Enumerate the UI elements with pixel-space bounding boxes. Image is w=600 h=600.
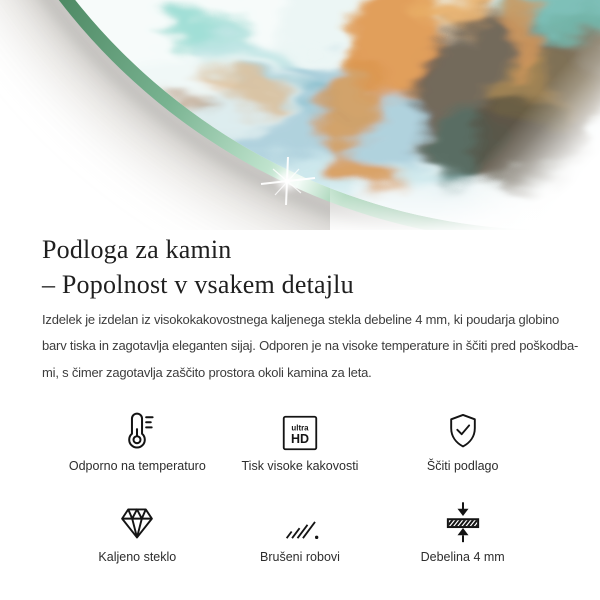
beveled-edges-icon <box>280 498 320 544</box>
diamond-icon <box>116 498 158 544</box>
feature-label: Brušeni robovi <box>260 550 340 565</box>
feature-label: Ščiti podlago <box>426 459 499 474</box>
ultra-hd-icon <box>280 407 320 453</box>
thermometer-icon <box>115 407 159 453</box>
product-text-content <box>0 230 600 565</box>
feature-high-quality-print <box>219 407 382 474</box>
description-line: mi, s čimer zagotavlja zaščito prostora okoli kamina za leta. <box>42 364 372 380</box>
white-fade <box>250 0 600 230</box>
feature-label: Tisk visoke kakovosti <box>241 459 359 474</box>
product-description <box>42 307 579 386</box>
page-title-line2: – Popolnost v vsakem detajlu <box>42 270 354 299</box>
feature-temperature-resistant <box>56 407 219 474</box>
feature-label: Kaljeno steklo <box>98 550 177 565</box>
ultra-hd-badge-top: ultra <box>291 423 309 433</box>
thickness-icon <box>441 498 485 544</box>
ultra-hd-badge-bottom: HD <box>290 432 310 447</box>
feature-label: Odporno na temperaturo <box>68 459 206 474</box>
feature-protects-surface <box>381 407 544 474</box>
feature-grid <box>42 407 558 565</box>
glass-pad-illustration <box>0 0 600 230</box>
page-title <box>42 232 558 302</box>
product-image <box>0 0 600 230</box>
feature-polished-edges <box>219 498 382 565</box>
feature-tempered-glass <box>56 498 219 565</box>
page-title-line1: Podloga za kamin <box>42 235 232 264</box>
feature-thickness-4mm <box>381 498 544 565</box>
feature-label: Debelina 4 mm <box>420 550 505 565</box>
shield-check-icon <box>442 407 484 453</box>
description-line: Izdelek je izdelan iz visokokakovostnega kaljenega stekla debeline 4 mm, ki poudarja globino <box>42 312 560 327</box>
description-line: barv tiska in zagotavlja eleganten sijaj. Odporen je na visoke temperature in ščiti pred poškodba- <box>42 338 579 354</box>
